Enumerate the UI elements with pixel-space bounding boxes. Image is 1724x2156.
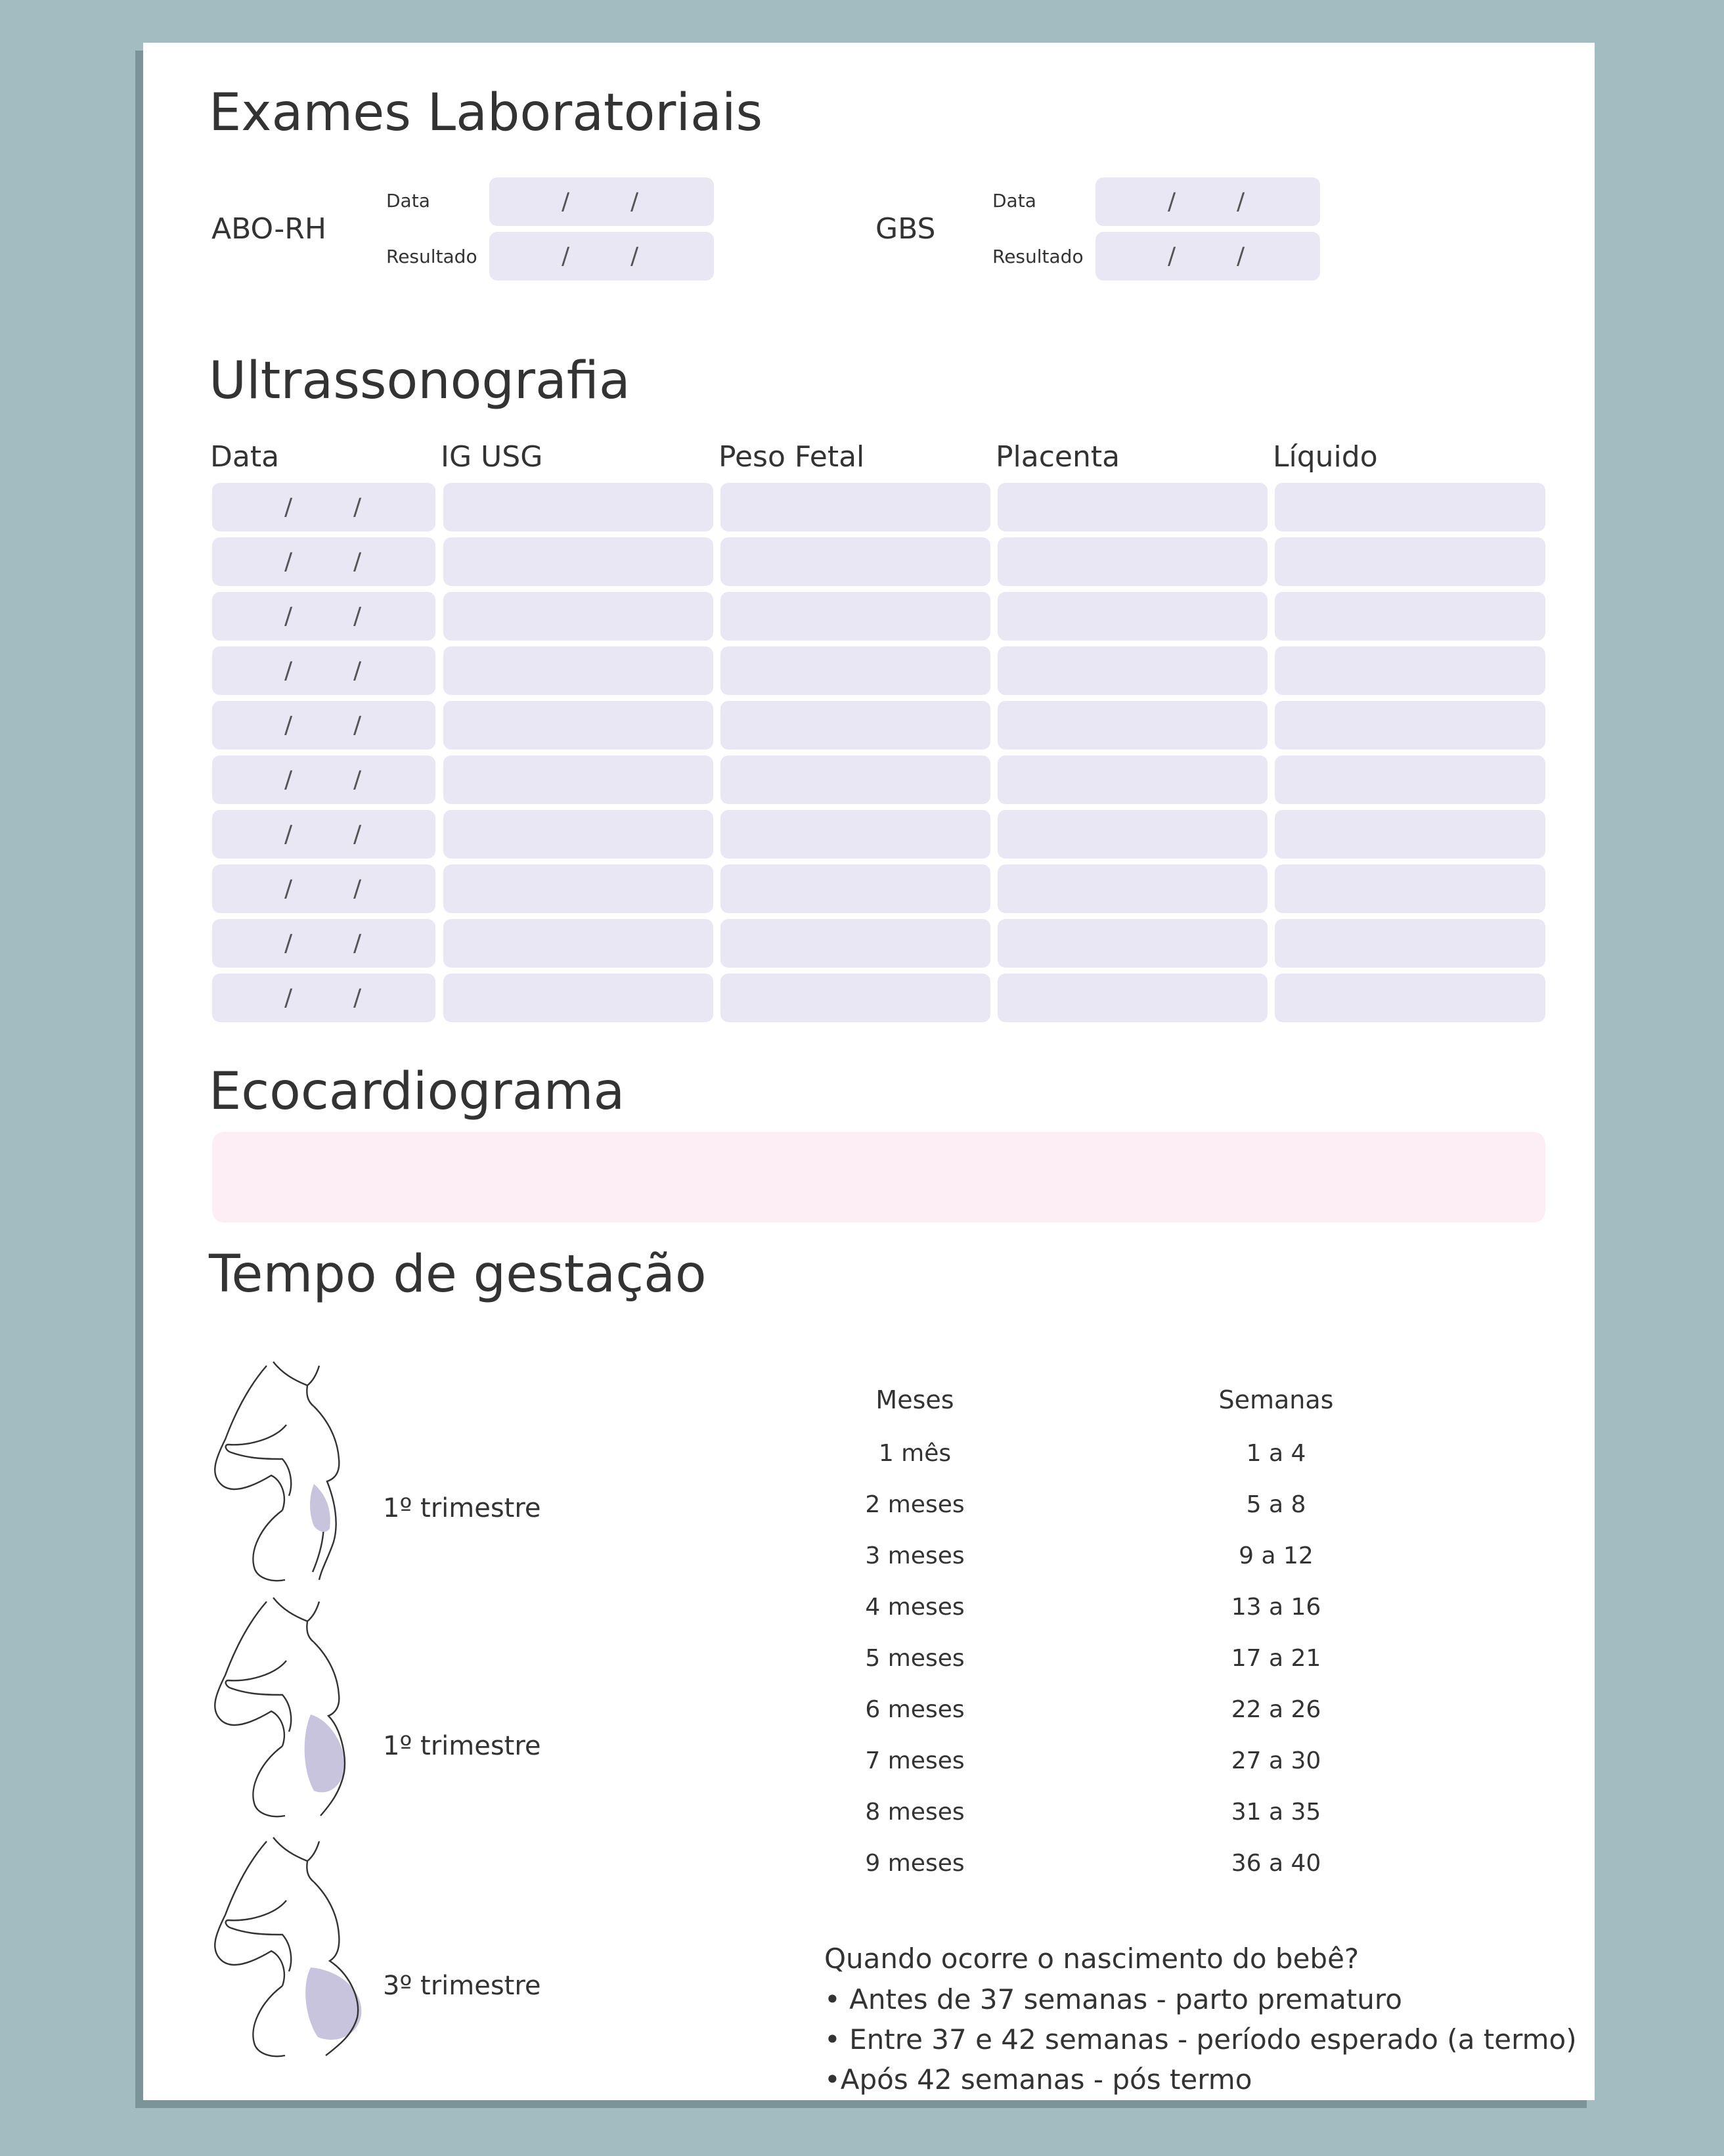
abo-rh-label: ABO-RH	[211, 212, 326, 246]
date-separator: /	[284, 875, 293, 903]
weeks-cell: 27 a 30	[1231, 1747, 1321, 1774]
date-separator: /	[284, 493, 293, 521]
us-placenta-field[interactable]	[998, 646, 1268, 695]
trimester-label: 3º trimestre	[383, 1971, 541, 2001]
us-ig-usg-field[interactable]	[443, 865, 713, 913]
date-separator: /	[284, 820, 293, 848]
months-cell: 2 meses	[865, 1491, 965, 1518]
months-cell: 8 meses	[865, 1799, 965, 1826]
date-separator: /	[353, 548, 362, 575]
gestation-title: Tempo de gestação	[209, 1245, 707, 1304]
weeks-cell: 31 a 35	[1231, 1799, 1321, 1826]
months-cell: 6 meses	[865, 1696, 965, 1723]
us-placenta-field[interactable]	[998, 755, 1268, 804]
abo-rh-date-label: Data	[386, 190, 430, 212]
months-header: Meses	[875, 1385, 954, 1414]
date-separator: /	[284, 711, 293, 739]
us-placenta-field[interactable]	[998, 865, 1268, 913]
weeks-cell: 9 a 12	[1239, 1542, 1314, 1569]
pregnant-woman-icon	[209, 1596, 353, 1820]
date-separator: /	[353, 766, 362, 794]
trimester-label: 1º trimestre	[383, 1493, 541, 1523]
abo-rh-result-field[interactable]	[489, 232, 714, 281]
weeks-cell: 1 a 4	[1246, 1440, 1306, 1467]
birth-item: • Entre 37 e 42 semanas - período esperado (a termo)	[824, 2023, 1577, 2055]
months-cell: 5 meses	[865, 1645, 965, 1672]
us-fluid-field[interactable]	[1275, 974, 1545, 1022]
us-fluid-field[interactable]	[1275, 483, 1545, 531]
date-separator: /	[353, 930, 362, 957]
months-cell: 9 meses	[865, 1850, 965, 1877]
date-separator: /	[1237, 242, 1245, 270]
gbs-label: GBS	[875, 212, 936, 246]
us-date-field[interactable]	[212, 919, 435, 968]
col-header-fetal-weight: Peso Fetal	[718, 440, 865, 474]
date-separator: /	[353, 875, 362, 903]
date-separator: /	[353, 820, 362, 848]
us-fetal-weight-field[interactable]	[720, 974, 990, 1022]
gbs-date-label: Data	[992, 190, 1036, 212]
us-fluid-field[interactable]	[1275, 701, 1545, 750]
us-fetal-weight-field[interactable]	[720, 919, 990, 968]
gbs-date-field[interactable]	[1095, 177, 1320, 226]
abo-rh-result-label: Resultado	[386, 246, 477, 267]
gbs-result-field[interactable]	[1095, 232, 1320, 281]
us-ig-usg-field[interactable]	[443, 592, 713, 640]
us-ig-usg-field[interactable]	[443, 646, 713, 695]
date-separator: /	[630, 242, 639, 270]
gbs-result-label: Resultado	[992, 246, 1084, 267]
us-fluid-field[interactable]	[1275, 592, 1545, 640]
col-header-fluid: Líquido	[1273, 440, 1378, 474]
us-date-field[interactable]	[212, 755, 435, 804]
us-date-field[interactable]	[212, 646, 435, 695]
weeks-cell: 17 a 21	[1231, 1645, 1321, 1672]
birth-item: • Antes de 37 semanas - parto prematuro	[824, 1983, 1402, 2015]
us-date-field[interactable]	[212, 974, 435, 1022]
date-separator: /	[630, 188, 639, 215]
us-placenta-field[interactable]	[998, 537, 1268, 586]
us-fluid-field[interactable]	[1275, 755, 1545, 804]
months-cell: 3 meses	[865, 1542, 965, 1569]
us-date-field[interactable]	[212, 810, 435, 859]
date-separator: /	[284, 766, 293, 794]
us-date-field[interactable]	[212, 537, 435, 586]
us-fluid-field[interactable]	[1275, 865, 1545, 913]
pregnant-woman-icon	[209, 1360, 353, 1584]
date-separator: /	[353, 711, 362, 739]
weeks-cell: 13 a 16	[1231, 1594, 1321, 1621]
us-fetal-weight-field[interactable]	[720, 592, 990, 640]
us-fetal-weight-field[interactable]	[720, 701, 990, 750]
date-separator: /	[284, 930, 293, 957]
us-placenta-field[interactable]	[998, 810, 1268, 859]
echo-title: Ecocardiograma	[209, 1062, 625, 1121]
abo-rh-date-field[interactable]	[489, 177, 714, 226]
us-fluid-field[interactable]	[1275, 810, 1545, 859]
trimester-label: 1º trimestre	[383, 1731, 541, 1761]
us-placenta-field[interactable]	[998, 974, 1268, 1022]
date-separator: /	[284, 984, 293, 1012]
us-fetal-weight-field[interactable]	[720, 646, 990, 695]
date-separator: /	[353, 657, 362, 685]
us-ig-usg-field[interactable]	[443, 483, 713, 531]
months-cell: 4 meses	[865, 1594, 965, 1621]
us-ig-usg-field[interactable]	[443, 919, 713, 968]
birth-item: •Após 42 semanas - pós termo	[824, 2063, 1252, 2096]
us-fetal-weight-field[interactable]	[720, 537, 990, 586]
date-separator: /	[1168, 188, 1176, 215]
us-fluid-field[interactable]	[1275, 646, 1545, 695]
us-fetal-weight-field[interactable]	[720, 755, 990, 804]
us-ig-usg-field[interactable]	[443, 755, 713, 804]
col-header-ig-usg: IG USG	[441, 440, 543, 474]
date-separator: /	[353, 493, 362, 521]
form-page	[143, 43, 1595, 2100]
us-placenta-field[interactable]	[998, 592, 1268, 640]
col-header-placenta: Placenta	[996, 440, 1120, 474]
us-fetal-weight-field[interactable]	[720, 865, 990, 913]
col-header-date: Data	[210, 440, 280, 474]
us-fetal-weight-field[interactable]	[720, 483, 990, 531]
date-separator: /	[284, 657, 293, 685]
us-placenta-field[interactable]	[998, 701, 1268, 750]
date-separator: /	[284, 602, 293, 630]
date-separator: /	[562, 242, 570, 270]
us-placenta-field[interactable]	[998, 483, 1268, 531]
us-date-field[interactable]	[212, 701, 435, 750]
us-placenta-field[interactable]	[998, 919, 1268, 968]
us-fluid-field[interactable]	[1275, 919, 1545, 968]
us-date-field[interactable]	[212, 865, 435, 913]
date-separator: /	[284, 548, 293, 575]
us-date-field[interactable]	[212, 592, 435, 640]
us-ig-usg-field[interactable]	[443, 974, 713, 1022]
weeks-cell: 36 a 40	[1231, 1850, 1321, 1877]
birth-question: Quando ocorre o nascimento do bebê?	[824, 1943, 1359, 1975]
us-ig-usg-field[interactable]	[443, 537, 713, 586]
months-cell: 1 mês	[878, 1440, 952, 1467]
date-separator: /	[1168, 242, 1176, 270]
lab-title: Exames Laboratoriais	[209, 83, 763, 143]
echo-field[interactable]	[212, 1132, 1545, 1223]
date-separator: /	[562, 188, 570, 215]
date-separator: /	[353, 602, 362, 630]
ultrasound-title: Ultrassonografia	[209, 351, 630, 411]
weeks-cell: 22 a 26	[1231, 1696, 1321, 1723]
us-fluid-field[interactable]	[1275, 537, 1545, 586]
pregnant-woman-icon	[209, 1836, 366, 2059]
date-separator: /	[1237, 188, 1245, 215]
us-date-field[interactable]	[212, 483, 435, 531]
date-separator: /	[353, 984, 362, 1012]
us-fetal-weight-field[interactable]	[720, 810, 990, 859]
weeks-header: Semanas	[1218, 1385, 1334, 1414]
weeks-cell: 5 a 8	[1246, 1491, 1306, 1518]
months-cell: 7 meses	[865, 1747, 965, 1774]
us-ig-usg-field[interactable]	[443, 701, 713, 750]
us-ig-usg-field[interactable]	[443, 810, 713, 859]
